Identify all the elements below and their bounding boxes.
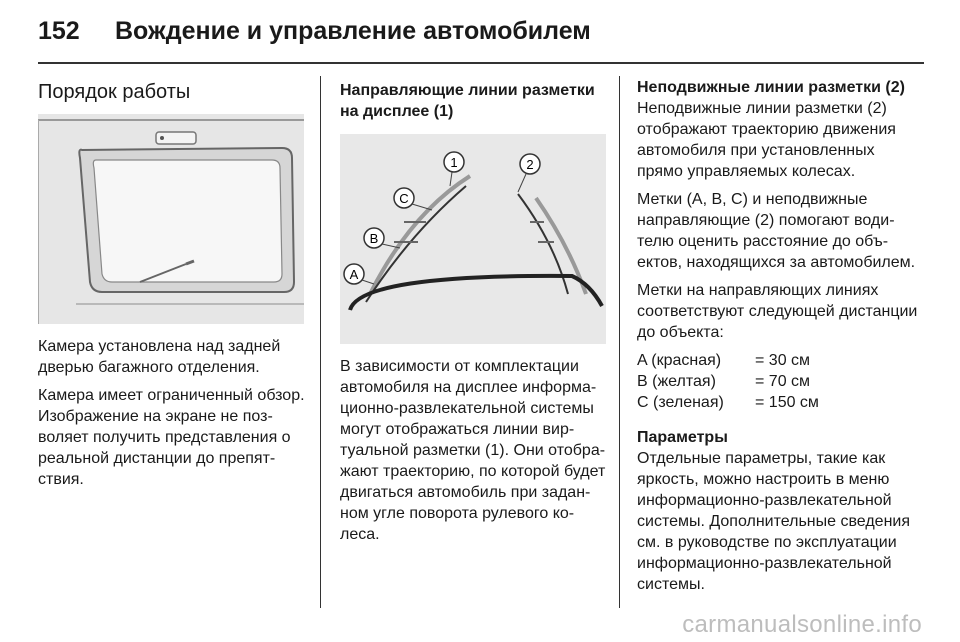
distance-label: A (красная) [637, 352, 722, 369]
paragraph: Отдельные параметры, такие как яркость, можно настроить в меню информационно-развлекательной системы. Дополнительные сведения см. в руководстве по эксплуатации информационно-развлекательной системы. [637, 450, 911, 593]
callout-b-label: B [369, 231, 379, 246]
column-divider [320, 76, 321, 608]
distance-value: = 70 см [755, 373, 811, 390]
paragraph: Камера установлена над задней дверью багажного отделения. [38, 338, 281, 376]
column-divider [619, 76, 620, 608]
watermark: carmanualsonline.info [682, 611, 922, 638]
guidelines-illustration [340, 134, 606, 344]
column-1 [38, 80, 306, 497]
paragraph: В зависимости от комплектации автомобиля на дисплее информационно-развлекательной системы могут отображаться линии виртуальной разметки (1). Они отображают траекторию, по которой будет двигаться автомобиль при заданном угле поворота рулевого колеса. [340, 358, 606, 543]
rear-door-illustration [38, 114, 304, 324]
distance-value: = 150 см [755, 394, 819, 411]
table-row [637, 371, 922, 392]
paragraph: Камера имеет ограниченный обзор. Изображение на экране не позволяет получить представления о реальной дистанции до препятствия. [38, 387, 305, 488]
table-row [637, 350, 922, 371]
distance-label: B (желтая) [637, 373, 716, 390]
column-2 [340, 80, 606, 552]
header-rule [38, 62, 924, 64]
distance-label: C (зеленая) [637, 394, 724, 411]
section-heading: Порядок работы [38, 81, 191, 103]
paragraph: Метки на направляющих линиях соответствуют следующей дистанции до объекта: [637, 282, 918, 341]
paragraph: Неподвижные линии разметки (2) отображают траекторию движения автомобиля при установленных прямо управляемых колесах. [637, 100, 896, 180]
callout-2-label: 2 [526, 157, 534, 172]
column-3 [637, 77, 922, 602]
callout-c-label: C [399, 191, 409, 206]
running-head: Вождение и управление автомобилем [115, 17, 591, 45]
distance-table [637, 350, 922, 413]
table-row [637, 392, 922, 413]
distance-value: = 30 см [755, 352, 811, 369]
section-heading: Неподвижные линии разметки (2) [637, 79, 905, 96]
callout-1-label: 1 [450, 155, 458, 170]
page-number: 152 [38, 17, 80, 45]
section-heading: Параметры [637, 429, 728, 446]
paragraph: Метки (A, B, C) и неподвижные направляющие (2) помогают водителю оценить расстояние до объектов, находящихся за автомобилем. [637, 191, 916, 271]
section-heading: Направляющие линии разметки на дисплее (1) [340, 82, 595, 120]
callout-a-label: A [349, 267, 359, 282]
